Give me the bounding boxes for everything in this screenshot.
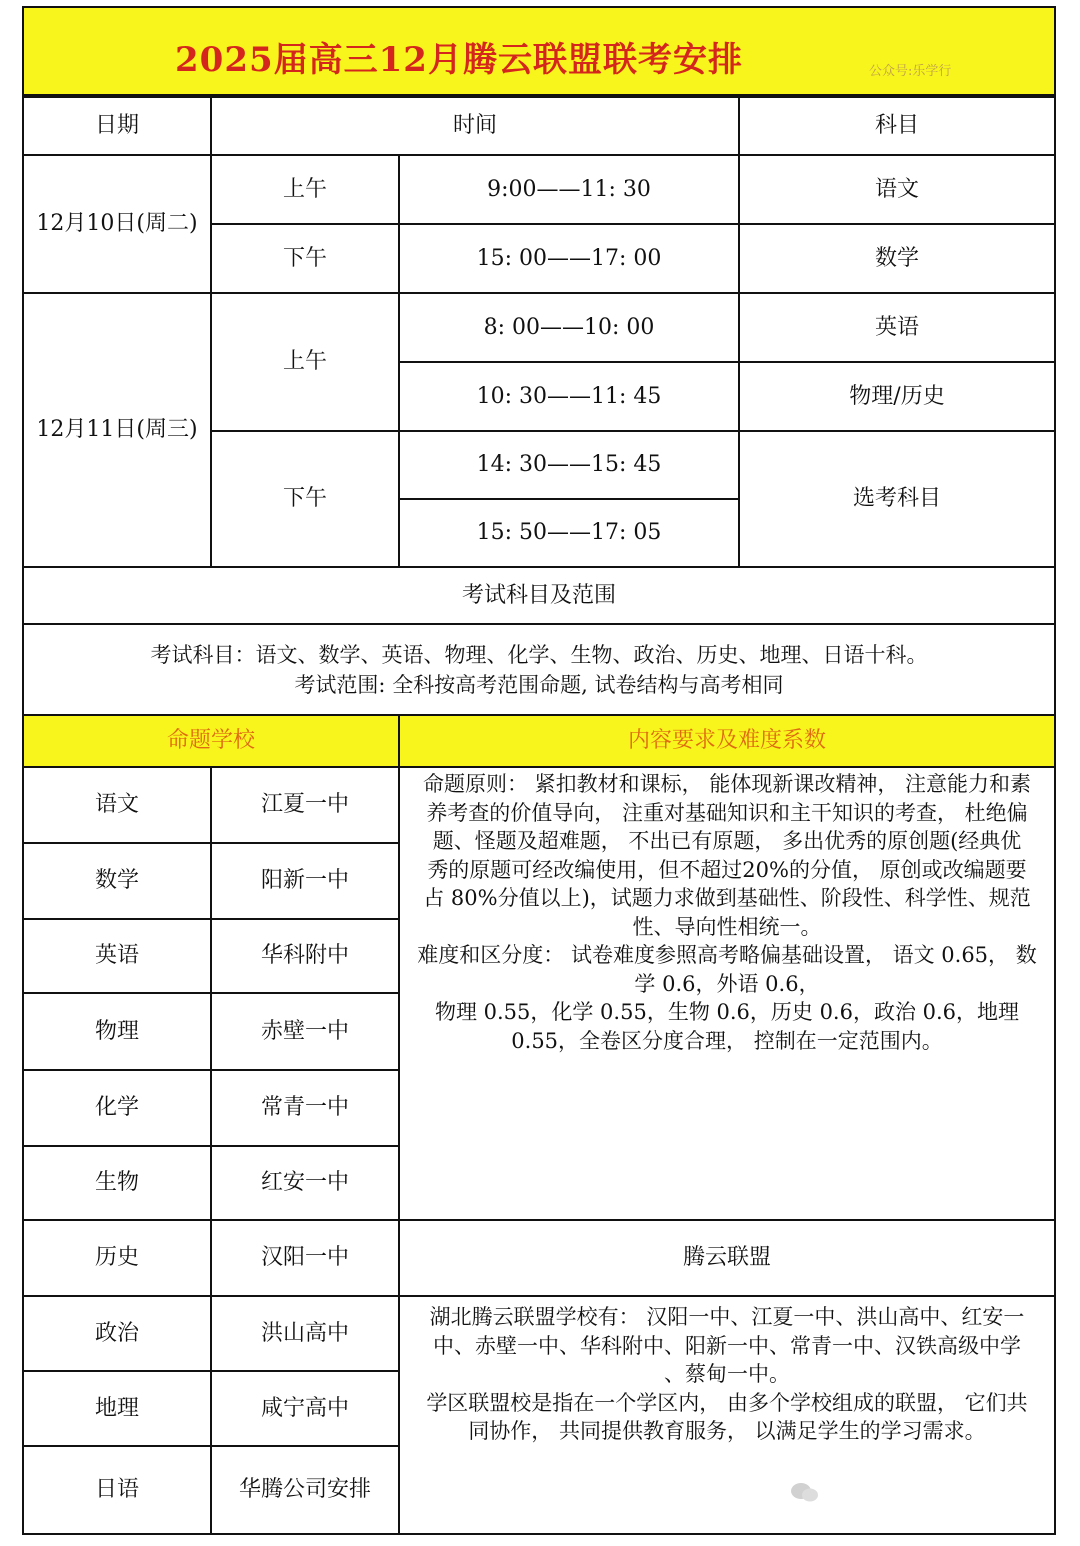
alliance-name: 腾云联盟: [398, 1219, 1056, 1297]
day2-am-period: 上午: [210, 292, 400, 432]
school-name-2: 华科附中: [210, 918, 400, 994]
school-name-7: 洪山高中: [210, 1295, 400, 1372]
school-subject-3: 物理: [22, 992, 212, 1071]
school-subject-7: 政治: [22, 1295, 212, 1372]
school-name-4: 常青一中: [210, 1069, 400, 1147]
alliance-info-line: 、蔡甸一中。: [664, 1362, 790, 1386]
school-subject-9: 日语: [22, 1445, 212, 1535]
title-banner: [22, 6, 1056, 96]
scope-details: [22, 623, 1056, 716]
requirements-line: 0.55，全卷区分度合理， 控制在一定范围内。: [511, 1028, 943, 1053]
school-name-0: 江夏一中: [210, 766, 400, 844]
requirements-line: 学 0.6，外语 0.6，: [634, 971, 820, 996]
school-subject-1: 数学: [22, 842, 212, 920]
scope-heading: 考试科目及范围: [22, 566, 1056, 625]
day2-am-time-1: 8: 00——10: 00: [398, 292, 740, 363]
alliance-info-line: 中、赤壁一中、华科附中、阳新一中、常青一中、汉铁高级中学: [433, 1333, 1021, 1358]
alliance-info-line: 学区联盟校是指在一个学区内， 由多个学校组成的联盟， 它们共: [426, 1390, 1028, 1415]
requirements-line: 物理 0.55，化学 0.55，生物 0.6，历史 0.6，政治 0.6，地理: [434, 1000, 1020, 1024]
requirements-line: 养考查的价值导向， 注重对基础知识和主干知识的考查， 杜绝偏: [426, 800, 1028, 825]
school-subject-4: 化学: [22, 1069, 212, 1147]
wechat-watermark-icon: [790, 1478, 1030, 1508]
requirements-line: 命题原则： 紧扣教材和课标， 能体现新课改精神， 注意能力和素: [422, 772, 1032, 796]
school-subject-2: 英语: [22, 918, 212, 994]
day1-date: 12月10日(周二): [22, 154, 212, 294]
school-subject-6: 历史: [22, 1219, 212, 1297]
alliance-info-line: 同协作， 共同提供教育服务， 以满足学生的学习需求。: [468, 1419, 986, 1443]
day2-pm-subject: 选考科目: [738, 430, 1056, 568]
day1-am-subject: 语文: [738, 154, 1056, 225]
header-time: 时间: [210, 96, 740, 156]
alliance-info-line: 湖北腾云联盟学校有： 汉阳一中、江夏一中、洪山高中、红安一: [429, 1305, 1025, 1329]
header-subject: 科目: [738, 96, 1056, 156]
school-name-1: 阳新一中: [210, 842, 400, 920]
day2-pm-period: 下午: [210, 430, 400, 568]
school-name-3: 赤壁一中: [210, 992, 400, 1071]
school-name-6: 汉阳一中: [210, 1219, 400, 1297]
requirements-line: 秀的原题可经改编使用，但不超过20%的分值， 原创或改编题要: [427, 857, 1027, 882]
requirements-text: [398, 766, 1056, 1221]
requirements-line: 题、怪题及超难题， 不出已有原题， 多出优秀的原创题(经典优: [432, 829, 1022, 853]
day1-pm-time: 15: 00——17: 00: [398, 223, 740, 294]
school-name-8: 咸宁高中: [210, 1370, 400, 1447]
day2-pm-time-2: 15: 50——17: 05: [398, 498, 740, 568]
school-subject-0: 语文: [22, 766, 212, 844]
watermark-text: 公众号:乐学行: [869, 64, 952, 79]
day2-am-subject-1: 英语: [738, 292, 1056, 363]
school-name-5: 红安一中: [210, 1145, 400, 1221]
day1-pm-period: 下午: [210, 223, 400, 294]
day2-am-subject-2: 物理/历史: [738, 361, 1056, 432]
school-subject-8: 地理: [22, 1370, 212, 1447]
day1-am-period: 上午: [210, 154, 400, 225]
school-name-9: 华腾公司安排: [210, 1445, 400, 1535]
day2-pm-time-1: 14: 30——15: 45: [398, 430, 740, 500]
day1-pm-subject: 数学: [738, 223, 1056, 294]
day2-am-time-2: 10: 30——11: 45: [398, 361, 740, 432]
scope-subjects-line: 考试科目：语文、数学、英语、物理、化学、生物、政治、历史、地理、日语十科。: [150, 642, 928, 667]
day1-am-time: 9:00——11: 30: [398, 154, 740, 225]
header-date: 日期: [22, 96, 212, 156]
requirements-line: 难度和区分度： 试卷难度参照高考略偏基础设置， 语文 0.65， 数: [417, 943, 1037, 967]
school-subject-5: 生物: [22, 1145, 212, 1221]
schools-header-left: 命题学校: [22, 714, 400, 768]
day2-date: 12月11日(周三): [22, 292, 212, 568]
scope-range-line: 考试范围: 全科按高考范围命题, 试卷结构与高考相同: [294, 672, 784, 697]
schools-header-right: 内容要求及难度系数: [398, 714, 1056, 768]
requirements-line: 占 80%分值以上)，试题力求做到基础性、阶段性、科学性、规范性、导向性相统一。: [423, 886, 1031, 939]
page-title: 2025届高三12月腾云联盟联考安排: [175, 40, 743, 80]
